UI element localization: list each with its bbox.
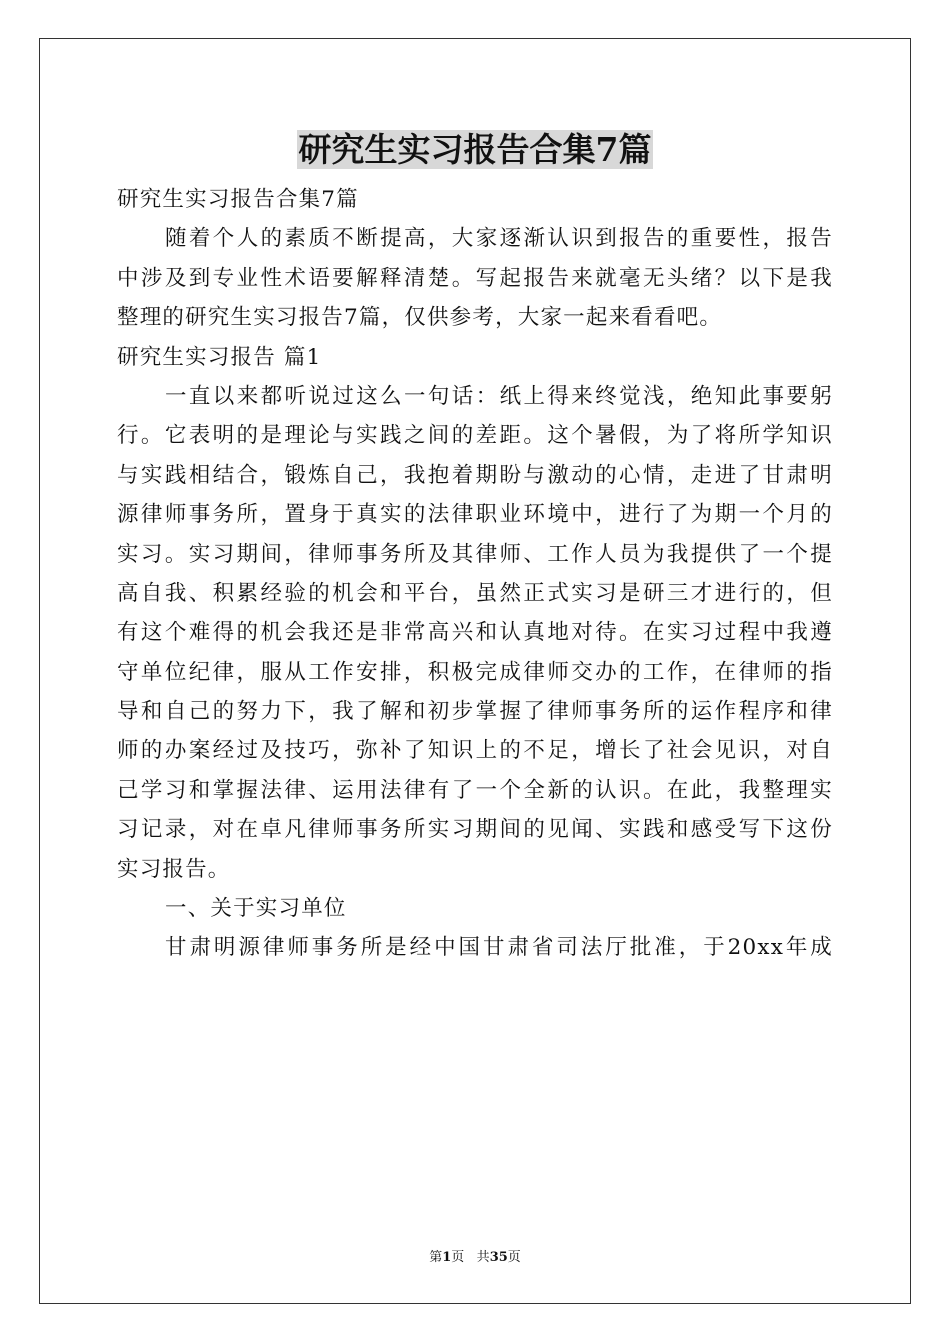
paragraph-line: 一直以来都听说过这么一句话：纸上得来终觉浅，绝知此事要躬 <box>165 383 833 409</box>
paragraph-line: 中涉及到专业性术语要解释清楚。写起报告来就毫无头绪？以下是我 <box>117 265 833 291</box>
page-prefix: 第 <box>429 1250 443 1265</box>
paragraph-line: 实习。实习期间，律师事务所及其律师、工作人员为我提供了一个提 <box>117 541 833 567</box>
paragraph-line: 导和自己的努力下，我了解和初步掌握了律师事务所的运作程序和律 <box>117 699 833 725</box>
document-body <box>117 180 833 968</box>
paragraph-line: 与实践相结合，锻炼自己，我抱着期盼与激动的心情，走进了甘肃明 <box>117 462 833 488</box>
section-heading: 研究生实习报告 篇1 <box>117 344 322 370</box>
total-suffix: 页 <box>507 1250 521 1265</box>
total-pages: 35 <box>489 1250 508 1265</box>
paragraph-line: 源律师事务所，置身于真实的法律职业环境中，进行了为期一个月的 <box>117 502 833 528</box>
paragraph-line: 整理的研究生实习报告7篇，仅供参考，大家一起来看看吧。 <box>117 305 723 331</box>
page-number: 1 <box>442 1250 452 1265</box>
paragraph-line: 甘肃明源律师事务所是经中国甘肃省司法厅批准，于20xx年成 <box>165 935 833 961</box>
subtitle-line: 研究生实习报告合集7篇 <box>117 187 359 212</box>
paragraph-line: 高自我、积累经验的机会和平台，虽然正式实习是研三才进行的，但 <box>117 580 833 606</box>
page-footer <box>0 1246 950 1265</box>
document-title <box>0 125 950 175</box>
paragraph-line: 师的办案经过及技巧，弥补了知识上的不足，增长了社会见识，对自 <box>117 738 833 764</box>
document-title-text: 研究生实习报告合集7篇 <box>298 130 652 169</box>
total-prefix: 共 <box>476 1250 490 1265</box>
paragraph-line: 行。它表明的是理论与实践之间的差距。这个暑假，为了将所学知识 <box>117 423 833 449</box>
paragraph-line: 随着个人的素质不断提高，大家逐渐认识到报告的重要性，报告 <box>165 226 833 252</box>
paragraph-line: 有这个难得的机会我还是非常高兴和认真地对待。在实习过程中我遵 <box>117 620 833 646</box>
paragraph-line: 守单位纪律，服从工作安排，积极完成律师交办的工作，在律师的指 <box>117 659 833 685</box>
paragraph-line: 实习报告。 <box>117 856 231 882</box>
subsection-heading: 一、关于实习单位 <box>165 896 347 922</box>
page-suffix: 页 <box>451 1250 465 1265</box>
paragraph-line: 习记录，对在卓凡律师事务所实习期间的见闻、实践和感受写下这份 <box>117 817 833 843</box>
paragraph-line: 己学习和掌握法律、运用法律有了一个全新的认识。在此，我整理实 <box>117 777 833 803</box>
